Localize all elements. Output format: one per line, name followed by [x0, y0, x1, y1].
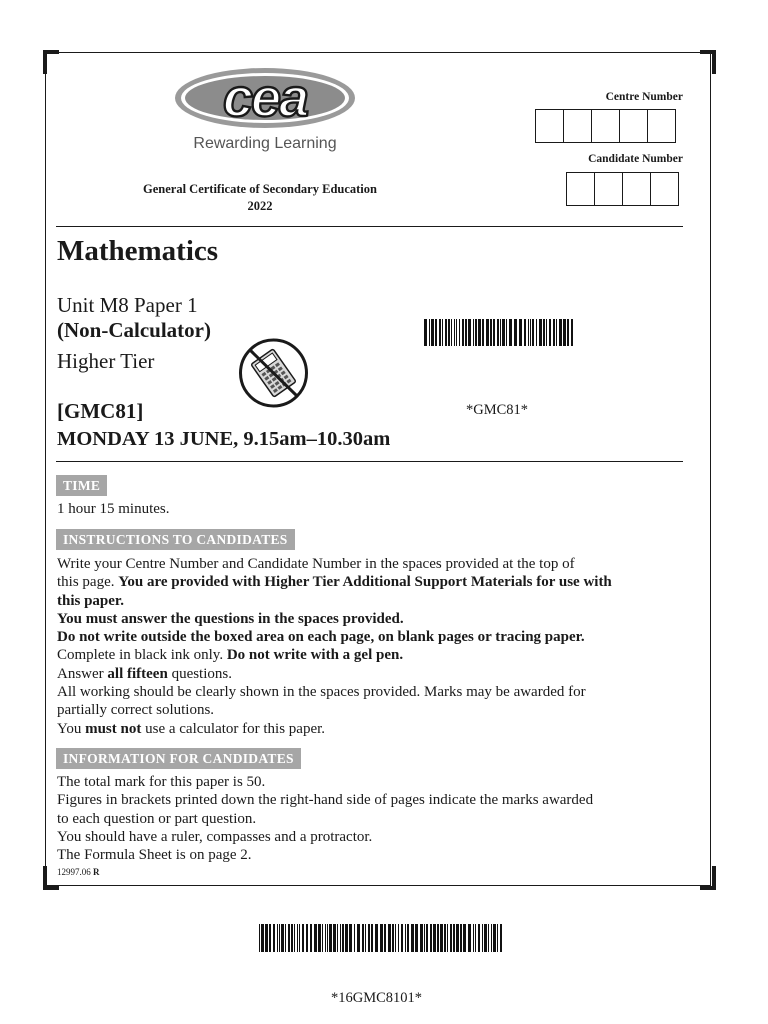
barcode-bar: [388, 924, 391, 952]
barcode-bar: [291, 924, 293, 952]
barcode-bar: [524, 319, 526, 346]
time-text: [57, 500, 687, 518]
barcode-bar: [288, 924, 290, 952]
barcode-bar: [433, 924, 436, 952]
barcode-bar: [532, 319, 534, 346]
barcode-bar: [437, 924, 439, 952]
barcode-bar: [445, 319, 447, 346]
barcode-bar: [567, 319, 569, 346]
instruction-line: [57, 573, 687, 591]
barcode-bar: [281, 924, 284, 952]
information-line: You should have a ruler, compasses and a protractor.: [57, 828, 373, 845]
corner-mark: [43, 50, 59, 74]
instruction-emphasis: all fifteen: [107, 665, 168, 682]
barcode-bar: [349, 924, 352, 952]
subject-title: Mathematics: [57, 235, 219, 267]
candidate-number-digit[interactable]: [622, 172, 651, 206]
instructions-heading: INSTRUCTIONS TO CANDIDATES: [56, 529, 295, 550]
barcode-bar: [546, 319, 547, 346]
barcode-bar: [424, 924, 425, 952]
barcode-bar: [559, 319, 562, 346]
document-code-suffix: R: [93, 867, 100, 877]
instruction-line: Write your Centre Number and Candidate Number in the spaces provided at the top of: [57, 556, 575, 572]
barcode-bar: [460, 924, 462, 952]
barcode-bar: [447, 924, 448, 952]
barcode-bar: [456, 924, 459, 952]
barcode-bar: [375, 924, 378, 952]
barcode-bar: [310, 924, 312, 952]
page-barcode: [259, 924, 503, 952]
barcode-bar: [463, 924, 466, 952]
centre-number-digit[interactable]: [591, 109, 620, 143]
barcode-bar: [536, 319, 537, 346]
paper-barcode-text: *GMC81*: [466, 402, 529, 418]
barcode-bar: [265, 924, 268, 952]
candidate-number-digit[interactable]: [566, 172, 595, 206]
candidate-number-label: Candidate Number: [588, 153, 683, 165]
barcode-bar: [450, 924, 452, 952]
barcode-bar: [384, 924, 386, 952]
barcode-bar: [468, 319, 471, 346]
information-line: The total mark for this paper is 50.: [57, 774, 266, 790]
barcode-bar: [322, 924, 323, 952]
barcode-bar: [371, 924, 373, 952]
instruction-text: questions.: [167, 665, 232, 682]
barcode-bar: [269, 924, 271, 952]
barcode-bar: [333, 924, 336, 952]
barcode-bar: [395, 924, 396, 952]
information-line: to each question or part question.: [57, 810, 257, 827]
barcode-bar: [500, 924, 502, 952]
information-line: Figures in brackets printed down the right-hand side of pages indicate the marks awarded: [57, 792, 594, 809]
barcode-bar: [493, 319, 495, 346]
barcode-bar: [571, 319, 573, 346]
barcode-bar: [365, 924, 366, 952]
instruction-line: this paper.: [57, 592, 124, 609]
instruction-line: [57, 646, 687, 664]
barcode-bar: [273, 924, 275, 952]
corner-mark: [700, 866, 716, 890]
barcode-bar: [475, 924, 476, 952]
barcode-bar: [563, 319, 566, 346]
instruction-line: Do not write outside the boxed area on each page, on blank pages or tracing paper.: [57, 629, 585, 646]
page-barcode-text: *16GMC8101*: [331, 990, 423, 1006]
instruction-line: [57, 665, 687, 683]
barcode-bar: [329, 924, 332, 952]
barcode-bar: [327, 924, 328, 952]
centre-number-digit[interactable]: [619, 109, 648, 143]
barcode-bar: [285, 924, 286, 952]
barcode-bar: [306, 924, 308, 952]
barcode-bar: [420, 924, 423, 952]
barcode-bar: [429, 319, 430, 346]
barcode-bar: [411, 924, 414, 952]
calculator-status: (Non-Calculator): [57, 318, 211, 342]
barcode-bar: [488, 924, 489, 952]
barcode-bar: [392, 924, 394, 952]
information-text: [57, 773, 687, 864]
barcode-bar: [514, 319, 517, 346]
barcode-bar: [294, 924, 295, 952]
instruction-text: use a calculator for this paper.: [141, 720, 326, 737]
instruction-line: [57, 720, 687, 738]
candidate-number-digit[interactable]: [650, 172, 679, 206]
barcode-bar: [426, 924, 428, 952]
time-heading: TIME: [56, 475, 107, 496]
barcode-bar: [530, 319, 531, 346]
barcode-bar: [491, 924, 492, 952]
barcode-bar: [459, 319, 460, 346]
barcode-bar: [431, 319, 434, 346]
barcode-bar: [442, 319, 443, 346]
barcode-bar: [465, 319, 467, 346]
centre-number-digit[interactable]: [563, 109, 592, 143]
qualification: [100, 181, 420, 215]
centre-number-digit[interactable]: [535, 109, 564, 143]
barcode-bar: [318, 924, 321, 952]
logo-tagline: Rewarding Learning: [193, 135, 337, 152]
barcode-bar: [314, 924, 317, 952]
corner-mark: [700, 50, 716, 74]
barcode-bar: [497, 924, 498, 952]
paper-code: [GMC81]: [57, 399, 144, 423]
barcode-bar: [454, 319, 455, 346]
barcode-bar: [297, 924, 298, 952]
barcode-bar: [500, 319, 501, 346]
barcode-bar: [482, 319, 484, 346]
barcode-bar: [528, 319, 529, 346]
barcode-bar: [435, 319, 437, 346]
barcode-bar: [462, 319, 464, 346]
barcode-bar: [473, 319, 474, 346]
instruction-text: You: [57, 720, 86, 737]
unit-title: Unit M8 Paper 1: [57, 293, 198, 317]
centre-number-label: Centre Number: [605, 91, 683, 103]
instruction-line: You must answer the questions in the spaces provided.: [57, 610, 404, 627]
barcode-bar: [415, 924, 418, 952]
barcode-bar: [448, 319, 450, 346]
barcode-bar: [493, 924, 496, 952]
barcode-bar: [407, 924, 409, 952]
candidate-number-digit[interactable]: [594, 172, 623, 206]
barcode-bar: [325, 924, 326, 952]
instruction-text: Complete in black ink only.: [57, 647, 227, 664]
barcode-bar: [490, 319, 492, 346]
barcode-bar: [424, 319, 427, 346]
barcode-bar: [453, 924, 455, 952]
barcode-bar: [368, 924, 370, 952]
barcode-bar: [468, 924, 471, 952]
document-code-number: 12997.06: [57, 867, 91, 877]
barcode-bar: [484, 924, 487, 952]
candidate-number-boxes[interactable]: [567, 172, 679, 206]
instruction-line: partially correct solutions.: [57, 702, 215, 719]
qualification-title: General Certificate of Secondary Education: [143, 182, 377, 196]
divider: [56, 226, 683, 227]
qualification-year: 2022: [247, 199, 273, 213]
time-duration: 1 hour 15 minutes.: [57, 501, 170, 517]
centre-number-boxes[interactable]: [536, 109, 676, 143]
barcode-bar: [357, 924, 360, 952]
barcode-bar: [451, 319, 452, 346]
barcode-bar: [519, 319, 522, 346]
information-line: The Formula Sheet is on page 2.: [57, 847, 252, 864]
barcode-bar: [299, 924, 300, 952]
barcode-bar: [340, 924, 341, 952]
barcode-bar: [456, 319, 457, 346]
barcode-bar: [509, 319, 512, 346]
instruction-emphasis: must not: [85, 720, 142, 737]
barcode-bar: [401, 924, 403, 952]
barcode-bar: [549, 319, 551, 346]
barcode-bar: [279, 924, 280, 952]
barcode-bar: [478, 924, 480, 952]
barcode-bar: [345, 924, 348, 952]
paper-barcode: [424, 319, 575, 346]
barcode-bar: [543, 319, 545, 346]
information-heading: INFORMATION FOR CANDIDATES: [56, 748, 301, 769]
barcode-bar: [478, 319, 481, 346]
barcode-bar: [398, 924, 399, 952]
cea-logo: [172, 64, 358, 134]
barcode-bar: [556, 319, 557, 346]
barcode-bar: [486, 319, 489, 346]
barcode-bar: [497, 319, 499, 346]
barcode-bar: [342, 924, 344, 952]
barcode-bar: [259, 924, 260, 952]
exam-date-time: MONDAY 13 JUNE, 9.15am–10.30am: [57, 428, 391, 450]
barcode-bar: [337, 924, 338, 952]
instructions-text: [57, 555, 687, 738]
barcode-bar: [553, 319, 555, 346]
barcode-bar: [362, 924, 364, 952]
barcode-bar: [430, 924, 432, 952]
barcode-bar: [261, 924, 264, 952]
instruction-emphasis: You are provided with Higher Tier Additional Support Materials for use with: [118, 574, 612, 591]
instruction-text: Answer: [57, 665, 108, 682]
barcode-bar: [475, 319, 477, 346]
barcode-bar: [439, 319, 441, 346]
barcode-bar: [380, 924, 383, 952]
instruction-line: All working should be clearly shown in the spaces provided. Marks may be awarded for: [57, 684, 586, 701]
barcode-bar: [539, 319, 542, 346]
logo-wordmark: cea: [222, 68, 308, 128]
document-code: [57, 867, 100, 877]
barcode-bar: [277, 924, 278, 952]
barcode-bar: [302, 924, 304, 952]
tier-label: Higher Tier: [57, 349, 155, 373]
instruction-emphasis: Do not write with a gel pen.: [226, 647, 404, 664]
barcode-bar: [440, 924, 443, 952]
no-calculator-icon: [237, 338, 310, 408]
centre-number-digit[interactable]: [647, 109, 676, 143]
instruction-text: this page.: [57, 574, 119, 591]
barcode-bar: [473, 924, 474, 952]
barcode-bar: [506, 319, 507, 346]
barcode-bar: [405, 924, 406, 952]
barcode-bar: [482, 924, 483, 952]
barcode-bar: [354, 924, 355, 952]
barcode-bar: [502, 319, 505, 346]
barcode-bar: [444, 924, 446, 952]
divider: [56, 461, 683, 462]
